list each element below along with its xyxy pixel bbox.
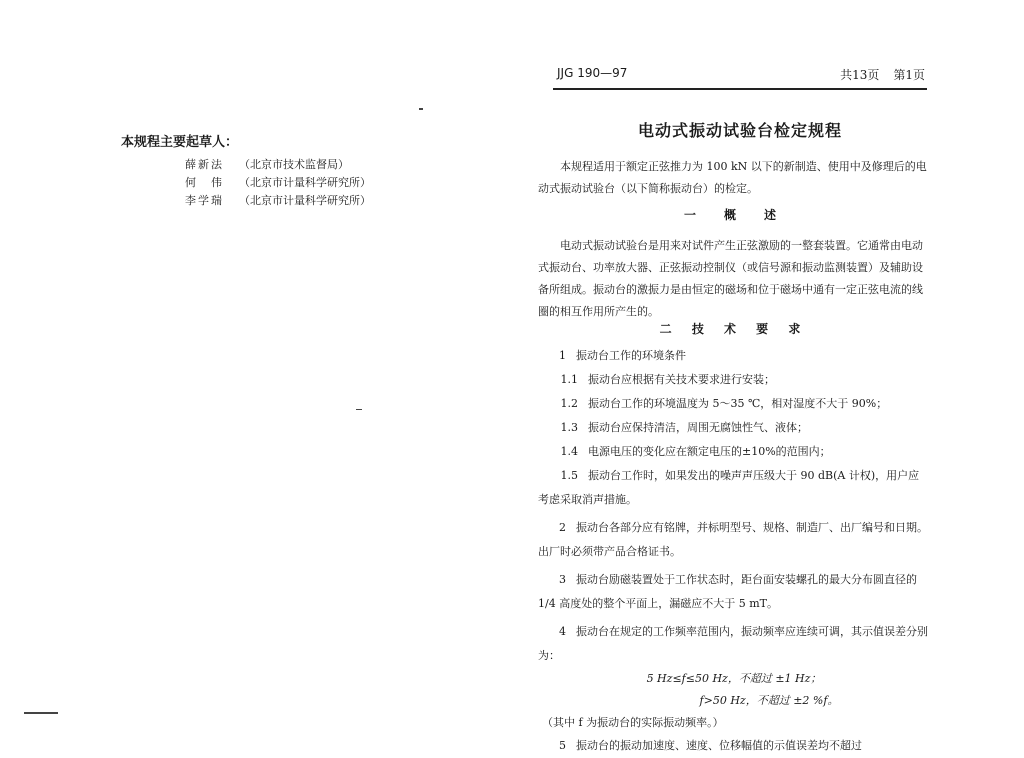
clause-number: 3 [559,573,566,586]
clause-text: 振动台应根据有关技术要求进行安装； [588,373,775,386]
clause-number: 1.5 [560,469,578,482]
clause [538,440,930,464]
drafters-title: 本规程主要起草人： [121,135,239,150]
drafter-row [121,174,421,192]
clause [538,344,930,368]
drafter-row [121,156,421,174]
clause-number: 2 [559,521,566,534]
standard-code: JJG 190—97 [557,66,628,80]
clause-number: 1 [559,349,566,362]
drafter-name: 何 伟 [185,176,224,189]
clause-number: 1.1 [560,373,578,386]
section-heading-technical: 二 技 术 要 求 [659,322,809,336]
note: （其中 f 为振动台的实际振动频率。） [542,716,724,729]
clause-paragraph [538,568,930,616]
clause-text: 振动台工作时，如果发出的噪声声压级大于 90 dB(A 计权)，用户应考虑采取消声措施。 [538,469,920,506]
page-number: 第1页 [893,68,925,82]
formula: 5 Hz≤f≤50 Hz，不超过 ±1 Hz； [646,672,822,685]
running-header [553,66,927,90]
section-heading-overview: 一 概 述 [683,208,784,222]
clause-text: 振动台的振动加速度、速度、位移幅值的示值误差均不超过 [576,739,862,752]
drafter-org: （北京市计量科学研究所） [239,194,371,207]
drafter-row [121,192,421,210]
clause [538,734,930,758]
overview-paragraph: 电动式振动试验台是用来对试件产生正弦激励的一整套装置。它通常由电动式振动台、功率放大器、正弦振动控制仪（或信号源和振动监测装置）及辅助设备所组成。振动台的激振力是由恒定的磁场和位于磁场中通有一定正弦电流的线圈的相互作用所产生的。 [538,239,923,318]
overview-paragraph-block [538,235,930,323]
clause-paragraph [538,620,930,668]
clause [538,416,930,440]
intro-paragraph: 本规程适用于额定正弦推力为 100 kN 以下的新制造、使用中及修理后的电动式振动试验台（以下简称振动台）的检定。 [538,160,927,195]
clause-text: 振动台应保持清洁，周围无腐蚀性气、液体； [588,421,808,434]
clause-text: 振动台工作的环境条件 [576,349,686,362]
clause-number: 1.2 [560,397,578,410]
scan-speck [356,409,362,410]
document-title: 电动式振动试验台检定规程 [637,121,842,140]
clause-text: 电源电压的变化应在额定电压的±10%的范围内； [588,445,831,458]
technical-requirements [538,344,930,758]
clause-text: 振动台在规定的工作频率范围内，振动频率应连续可调，其示值误差分别为： [538,625,928,662]
intro-paragraph-block [538,156,930,200]
drafter-name: 李学瑞 [185,194,224,207]
drafter-org: （北京市技术监督局） [239,158,349,171]
clause-text: 振动台工作的环境温度为 5～35 ℃，相对湿度不大于 90%； [588,397,888,410]
clause-number: 1.4 [560,445,578,458]
clause-number: 4 [559,625,566,638]
clause-text: 振动台励磁装置处于工作状态时，距台面安装螺孔的最大分布圆直径的 1/4 高度处的整个平面上，漏磁应不大于 5 mT。 [538,573,917,610]
scan-speck [419,108,423,110]
clause [538,392,930,416]
clause-paragraph [538,516,930,564]
clause [538,368,930,392]
drafters-block [121,131,421,210]
clause-paragraph [538,464,930,512]
total-pages: 共13页 [840,68,880,82]
drafter-org: （北京市计量科学研究所） [239,176,371,189]
clause-number: 5 [559,739,566,752]
scan-speck [24,712,58,714]
formula: f>50 Hz，不超过 ±2 %f。 [699,694,839,707]
page-info [840,66,925,83]
drafter-name: 薛新法 [185,158,224,171]
clause-text: 振动台各部分应有铭牌，并标明型号、规格、制造厂、出厂编号和日期。出厂时必须带产品合格证书。 [538,521,928,558]
clause-number: 1.3 [560,421,578,434]
